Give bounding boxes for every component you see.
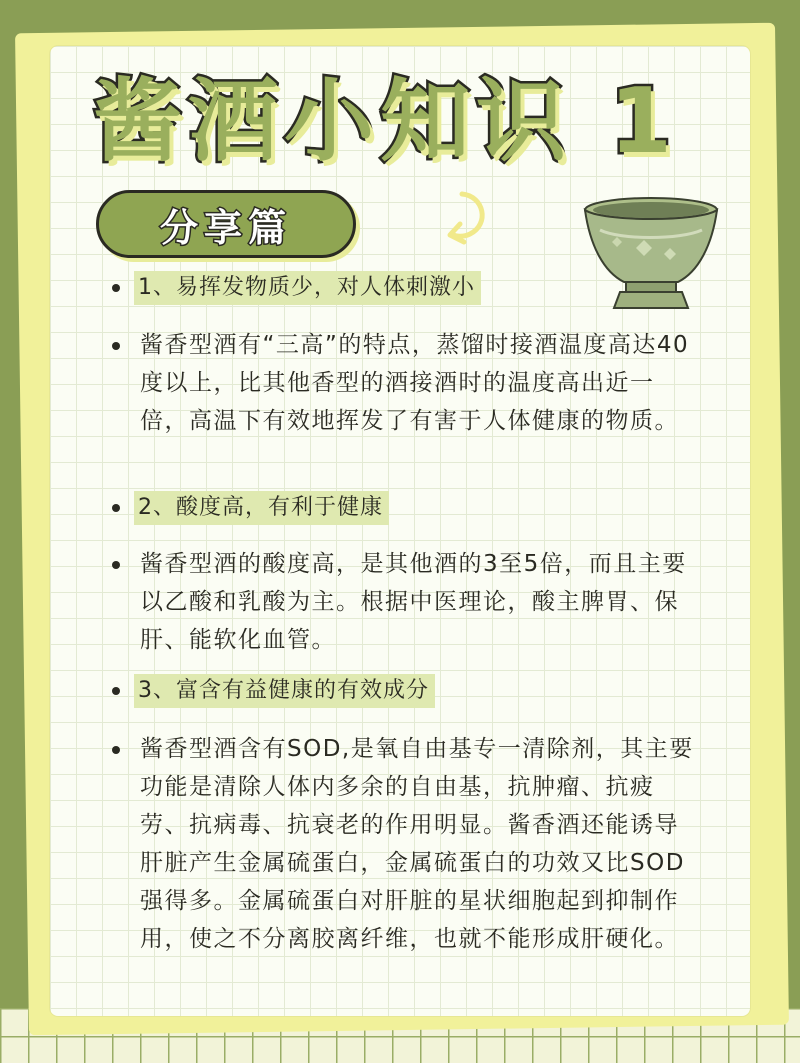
section-2-heading-text: 2、酸度高，有利于健康 — [134, 491, 389, 525]
share-tag-label: 分享篇 — [159, 205, 292, 250]
page-title: 酱酒小知识 1 — [92, 69, 678, 174]
curved-arrow-icon — [440, 190, 492, 250]
bullet-dot — [112, 561, 120, 569]
section-2-heading — [112, 491, 389, 525]
section-3-heading-text: 3、富含有益健康的有效成分 — [134, 674, 435, 708]
bullet-dot — [112, 687, 120, 695]
share-tag — [96, 190, 356, 258]
section-1-body — [112, 326, 702, 440]
section-3-body-text: 酱香型酒含有SOD,是氧自由基专一清除剂，其主要功能是清除人体内多余的自由基，抗肿瘤、抗疲劳、抗病毒、抗衰老的作用明显。酱香酒还能诱导肝脏产生金属硫蛋白，金属硫蛋白的功效又比SOD强得多。金属硫蛋白对肝脏的星状细胞起到抑制作用，使之不分离胶离纤维，也就不能形成肝硬化。 — [140, 736, 694, 952]
bullet-dot — [112, 504, 120, 512]
bullet-dot — [112, 284, 120, 292]
bullet-dot — [112, 746, 120, 754]
section-3-heading — [112, 674, 435, 708]
section-1-body-text: 酱香型酒有“三高”的特点，蒸馏时接酒温度高达40度以上，比其他香型的酒接酒时的温度高出近一倍，高温下有效地挥发了有害于人体健康的物质。 — [140, 332, 690, 434]
section-2-body-text: 酱香型酒的酸度高，是其他酒的3至5倍，而且主要以乙酸和乳酸为主。根据中医理论，酸主脾胃、保肝、能软化血管。 — [140, 551, 687, 653]
wine-cup-icon — [580, 196, 722, 316]
section-2-body — [112, 545, 702, 659]
bullet-dot — [112, 342, 120, 350]
section-1-heading-text: 1、易挥发物质少，对人体刺激小 — [134, 271, 481, 305]
section-3-body — [112, 730, 702, 958]
section-1-heading — [112, 271, 481, 305]
